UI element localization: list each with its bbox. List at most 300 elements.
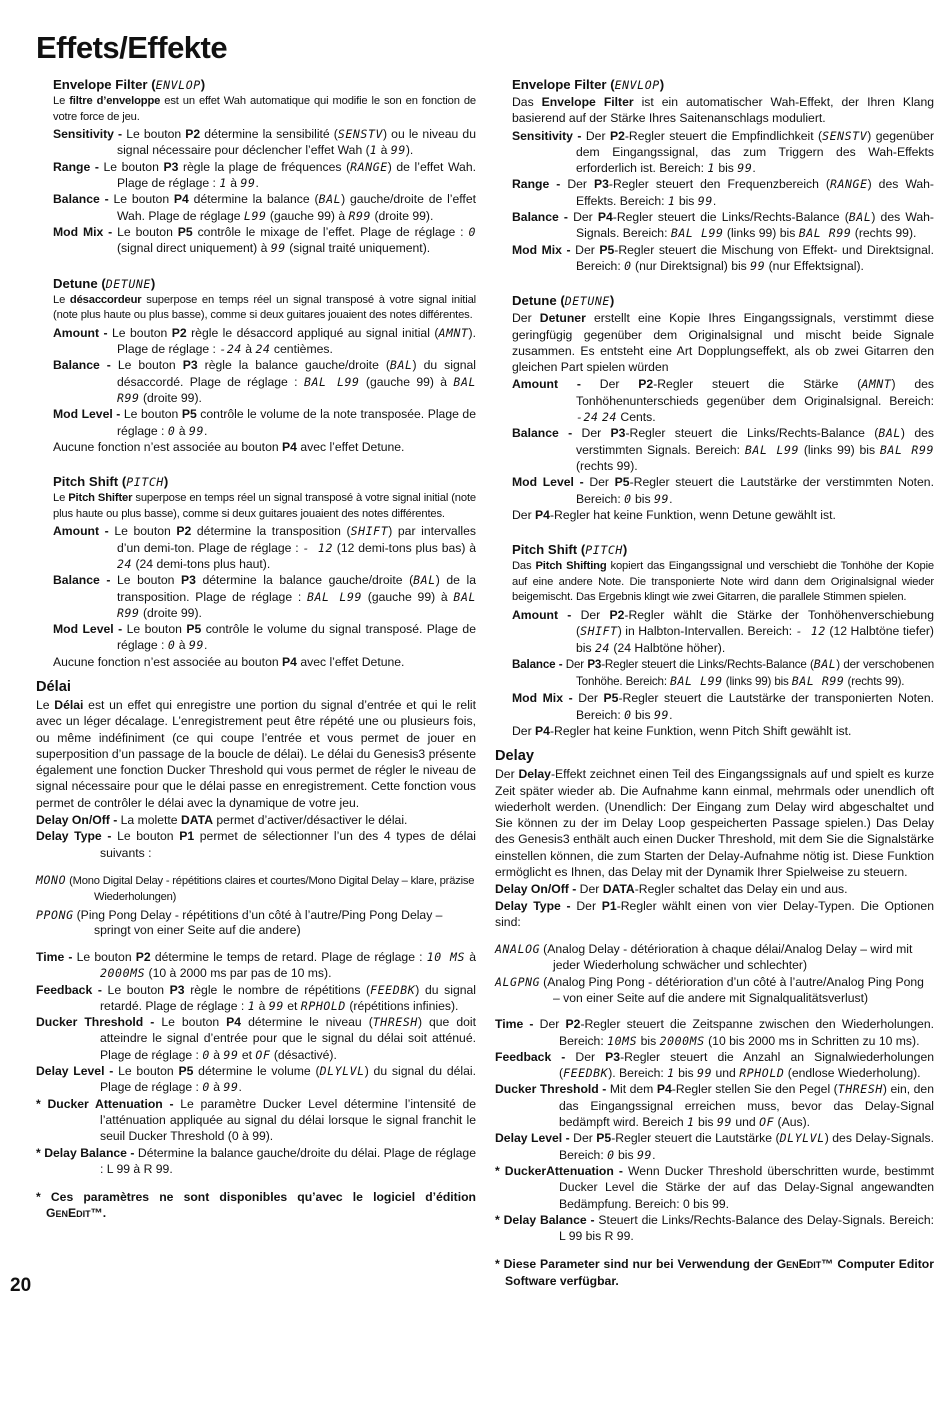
param-text: Le paramètre Ducker Level détermine l’intensité de l’atténuation appliquée au signal du délai lorsque le signal franchit le seuil Ducker Threshold (0 à 99). bbox=[100, 1096, 477, 1144]
param-text: Der bbox=[533, 1017, 566, 1032]
param-delay-level bbox=[495, 1130, 934, 1163]
param-text: ) der verschobenen Tonhöhe. Bereich: bbox=[576, 657, 934, 689]
lcd-text: 24 bbox=[255, 342, 271, 357]
lcd-text: BAL L99 bbox=[306, 589, 363, 604]
lcd-text: -24 bbox=[576, 410, 599, 425]
detune-section-fr bbox=[36, 275, 476, 456]
param-text: Der bbox=[512, 507, 536, 522]
page-number: 20 bbox=[10, 1275, 32, 1296]
lcd-text: BAL R99 bbox=[879, 442, 935, 457]
param-text: bis bbox=[675, 193, 698, 208]
lcd-text: THRESH bbox=[372, 1015, 418, 1030]
param-label: Mod Mix - bbox=[512, 691, 573, 706]
lcd-text: ANALOG bbox=[495, 942, 541, 957]
lcd-text: SHIFT bbox=[350, 524, 389, 539]
param-text: ) du signal retardé. Plage de réglage : bbox=[100, 982, 477, 1013]
param-label: Delay Level - bbox=[495, 1131, 570, 1146]
section-intro bbox=[495, 766, 934, 880]
param-text: permet d’activer/désactiver le délai. bbox=[213, 813, 408, 828]
param-text: (10 bis 2000 ms in Schritten zu 10 ms). bbox=[704, 1033, 920, 1048]
param-label: Amount - bbox=[53, 325, 108, 340]
param-delay-on-off bbox=[495, 881, 934, 897]
param-text: ). Plage de réglage : bbox=[117, 325, 476, 357]
param-text: ) gauche/droite de l’effet Wah. Plage de réglage bbox=[117, 192, 476, 223]
knob-label: P3 bbox=[180, 573, 196, 588]
param-text: (gauche 99) à bbox=[266, 208, 349, 223]
lcd-text: AMNT bbox=[861, 377, 892, 392]
param-text: Der bbox=[572, 426, 611, 441]
param-text: -Regler steuert die Empfindlichkeit ( bbox=[624, 128, 823, 143]
param-text: avec l’effet Detune. bbox=[296, 654, 405, 669]
genedit-note bbox=[36, 1189, 476, 1222]
param-text: -Regler steuert die Lautstärke der verstimmten Noten. Bereich: bbox=[576, 475, 934, 506]
param-text: -Regler wählt die Stärke der Tonhöhenverschiebung ( bbox=[576, 607, 934, 639]
lcd-text: 99 bbox=[716, 1115, 732, 1130]
param-delay-level bbox=[36, 1063, 476, 1096]
param-text: ) des Wah-Effekts. Bereich: bbox=[576, 177, 934, 208]
lcd-text: ENVLOP bbox=[155, 78, 201, 92]
lcd-text: 1 bbox=[247, 998, 256, 1013]
lcd-text: BAL L99 bbox=[669, 674, 723, 689]
param-delay-type bbox=[36, 828, 476, 861]
lcd-text: 99 bbox=[270, 241, 286, 256]
param-text: (links 99) bis bbox=[722, 675, 792, 689]
param-text: bis bbox=[631, 491, 654, 506]
lcd-text: PPONG bbox=[36, 907, 74, 922]
param-label: Delay On/Off - bbox=[36, 813, 118, 828]
title-close: ) bbox=[163, 474, 169, 490]
param-sensitivity bbox=[53, 126, 476, 159]
title-close: ) bbox=[609, 293, 615, 309]
param-label: Ducker Threshold - bbox=[495, 1082, 607, 1097]
section-footnote bbox=[53, 439, 476, 455]
lcd-text: PITCH bbox=[585, 543, 623, 558]
section-intro bbox=[53, 94, 476, 125]
intro-bold: Delay bbox=[518, 767, 551, 782]
knob-label: P2 bbox=[176, 524, 192, 539]
section-title bbox=[512, 76, 934, 94]
param-text: Le bouton bbox=[98, 159, 164, 174]
param-text: . bbox=[238, 1080, 242, 1095]
knob-label: P5 bbox=[178, 1064, 194, 1079]
param-balance bbox=[53, 191, 476, 224]
lcd-text: DLYLVL bbox=[779, 1131, 825, 1146]
page-title: Effets/Effekte bbox=[36, 30, 228, 65]
delay-type-option bbox=[36, 873, 476, 906]
param-text: Le bouton bbox=[101, 982, 170, 997]
lcd-text: 99 bbox=[654, 491, 670, 506]
param-text: (24 demi-tons plus haut). bbox=[132, 556, 271, 571]
lcd-text: AMNT bbox=[438, 325, 469, 340]
param-text: à bbox=[175, 423, 189, 438]
lcd-text: 99 bbox=[390, 143, 406, 158]
param-text: détermine la balance gauche/droite ( bbox=[195, 573, 414, 588]
title-close: ) bbox=[659, 77, 665, 92]
param-text: (droite 99). bbox=[139, 390, 202, 405]
param-balance bbox=[53, 572, 476, 621]
lcd-text: BAL R99 bbox=[798, 226, 852, 241]
param-mod-mix bbox=[53, 224, 476, 257]
delay-type-option bbox=[36, 908, 476, 939]
intro-text: Der bbox=[495, 767, 519, 782]
param-text: à bbox=[175, 638, 189, 653]
param-label: Balance - bbox=[53, 192, 109, 207]
intro-text: -Effekt zeichnet einen Teil des Eingangssignals auf und spielt es kurze Zeit später wieder ab. Die Aufnahme kann einmal, mehrmals oder unendlich oft wiederholt werden. (Unendlich: Der Eingang zum Delay wird abgeschaltet und Sie können zu der im Delay Loop gespeicherten Passage spielen.) Das Delay des Genesis3 enthält auch einen Ducker Threshold, mit dem Sie die Signalstärke einstellen können, die zum Starten der Delay-Aufnahme nötig ist. Diese Funktion ermöglicht es Ihnen, das Delay mit der Dynamik Ihrer Spielweise zu steuern. bbox=[495, 767, 934, 880]
knob-label: P3 bbox=[169, 982, 185, 997]
intro-bold: Pitch Shifting bbox=[535, 560, 607, 573]
param-label: Mod Mix - bbox=[53, 224, 113, 239]
lcd-text: 1 bbox=[687, 1115, 695, 1130]
param-text: (12 Halbtöne tiefer) bis bbox=[576, 624, 934, 655]
lcd-text: BAL bbox=[878, 426, 901, 441]
param-text: Der bbox=[560, 177, 594, 192]
param-text: Der bbox=[572, 691, 604, 706]
param-label: Time - bbox=[36, 949, 73, 964]
knob-label: P4 bbox=[282, 654, 297, 669]
param-text: ) ein, den das Eingangssignal erreichen muss, bevor das Delay-Signal bedämpft wird. Bereich bbox=[559, 1082, 934, 1130]
param-text: à bbox=[226, 176, 241, 191]
param-label: Mod Level - bbox=[53, 407, 121, 422]
param-text: und bbox=[731, 1115, 760, 1130]
lcd-text: 0 bbox=[202, 1047, 210, 1062]
lcd-text: ENVLOP bbox=[614, 78, 660, 92]
param-label: Amount - bbox=[512, 607, 572, 622]
intro-bold: désaccordeur bbox=[69, 293, 142, 306]
lcd-text: BAL R99 bbox=[791, 674, 845, 689]
param-text: (droite 99). bbox=[139, 605, 202, 620]
param-mod-mix bbox=[512, 690, 934, 723]
param-label: Feedback - bbox=[36, 982, 102, 997]
param-label: Mod Mix - bbox=[512, 242, 571, 257]
lcd-text: RPHOLD bbox=[739, 1066, 785, 1081]
lcd-text: 24 bbox=[117, 556, 133, 571]
lcd-text: 0 bbox=[202, 1080, 210, 1095]
param-text: (signal traité uniquement). bbox=[285, 241, 431, 256]
lcd-text: 99 bbox=[188, 638, 204, 653]
title-close: ) bbox=[622, 542, 628, 558]
param-label: Amount - bbox=[53, 524, 109, 539]
lcd-text: 0 bbox=[624, 707, 632, 722]
note-text: . bbox=[102, 1206, 107, 1221]
title-close: ) bbox=[200, 77, 206, 92]
param-text: (gauche 99) à bbox=[359, 374, 454, 389]
lcd-text: 0 bbox=[167, 423, 176, 438]
param-text: (links 99) bis bbox=[723, 226, 799, 241]
param-label: * Delay Balance - bbox=[495, 1212, 595, 1227]
intro-bold: Detuner bbox=[539, 311, 586, 326]
param-text: à bbox=[465, 949, 477, 964]
param-text: contrôle le volume de la note transposée. Plage de réglage : bbox=[117, 407, 476, 438]
intro-text: superpose en temps réel un signal transposé à votre signal initial (note plus haute ou plus basse), comme si deux guitares jouaient des notes différentes. bbox=[53, 293, 476, 322]
section-intro bbox=[512, 559, 934, 606]
genedit-note bbox=[495, 1256, 934, 1289]
param-text: Der bbox=[576, 882, 603, 897]
lcd-text: 2000MS bbox=[659, 1033, 705, 1048]
delay-type-option bbox=[495, 942, 934, 973]
param-text: règle la plage de fréquences ( bbox=[178, 159, 351, 174]
param-text: (nur Effektsignal). bbox=[765, 258, 864, 273]
param-text: ) du signal désaccordé. Plage de réglage : bbox=[117, 358, 476, 389]
param-text: (rechts 99). bbox=[851, 226, 917, 241]
spacer bbox=[495, 531, 934, 541]
intro-text: erstellt eine Kopie Ihres Eingangssignals, verstimmt diese geringfügig gegenüber dem Originalsignal und mischt beide Signale zusammen. Es entsteht eine Art Dopplungseffekt, als ob zwei Gitarren den gleichen Part spielen würden bbox=[512, 311, 934, 375]
param-text: avec l’effet Detune. bbox=[296, 439, 405, 454]
option-text: (Mono Digital Delay - répétitions claires et courtes/Mono Digital Delay – klare, präzise Wiederholungen) bbox=[69, 874, 475, 904]
detune-section-de bbox=[495, 292, 934, 523]
param-delay-balance bbox=[495, 1212, 934, 1245]
intro-text: Le bbox=[36, 697, 55, 712]
param-text: Der bbox=[565, 1049, 606, 1064]
intro-text: Le bbox=[53, 293, 70, 306]
param-text: règle le nombre de répétitions ( bbox=[184, 982, 371, 997]
param-text: Der bbox=[583, 475, 615, 490]
param-text: -Regler stellen Sie den Pegel ( bbox=[671, 1082, 838, 1097]
param-text: Cents. bbox=[617, 410, 656, 425]
param-text: Der bbox=[570, 898, 602, 913]
knob-label: P3 bbox=[605, 1049, 621, 1064]
param-ducker-attenuation bbox=[495, 1163, 934, 1212]
knob-label: P3 bbox=[587, 657, 602, 671]
param-delay-on-off bbox=[36, 812, 476, 828]
param-text: bis bbox=[631, 707, 654, 722]
option-text: (Analog Delay - détérioration à chaque délai/Analog Delay – wird mit jeder Wiederholung schwächer und schlechter) bbox=[543, 942, 913, 972]
lcd-text: SENSTV bbox=[822, 128, 868, 143]
lcd-text: THRESH bbox=[837, 1082, 883, 1097]
param-text: -Regler steuert die Anzahl an Signalwiederholungen ( bbox=[559, 1049, 935, 1081]
param-text: règle la balance gauche/droite ( bbox=[197, 358, 390, 373]
param-text: -Regler steuert die Links/Rechts-Balance ( bbox=[612, 210, 849, 225]
knob-label: P2 bbox=[638, 377, 654, 392]
knob-label: P4 bbox=[597, 210, 613, 225]
knob-label: P4 bbox=[173, 192, 189, 207]
param-range bbox=[512, 176, 934, 209]
param-text: (links 99) bis bbox=[799, 442, 880, 457]
param-text: ) in Halbton-Intervallen. Bereich: bbox=[617, 624, 796, 639]
param-amount bbox=[512, 376, 934, 425]
lcd-text: RANGE bbox=[350, 159, 388, 174]
param-text: ). Bereich: bbox=[608, 1066, 668, 1081]
param-text: Der bbox=[512, 723, 536, 738]
delay-type-options bbox=[36, 873, 476, 939]
delay-section-fr bbox=[36, 678, 476, 1222]
param-mod-level bbox=[53, 406, 476, 439]
section-footnote bbox=[512, 507, 934, 523]
param-label: Time - bbox=[495, 1017, 534, 1032]
param-text: Le bouton bbox=[108, 192, 174, 207]
knob-label: P4 bbox=[226, 1015, 242, 1030]
note-text: Computer Editor Software verfügbar. bbox=[505, 1257, 934, 1288]
note-text: * Diese Parameter sind nur bei Verwendung der bbox=[495, 1257, 777, 1272]
lcd-text: 24 bbox=[594, 640, 611, 655]
param-ducker-threshold bbox=[495, 1081, 934, 1130]
param-label: Delay Type - bbox=[495, 898, 571, 913]
param-text: Le bouton bbox=[112, 224, 178, 239]
param-text: Aucune fonction n’est associée au bouton bbox=[53, 439, 283, 454]
param-text: -Regler steuert die Links/Rechts-Balance ( bbox=[601, 657, 814, 671]
param-text: à bbox=[209, 1080, 224, 1095]
option-text: (Ping Pong Delay - répétitions d’un côté à l’autre/Ping Pong Delay – springt von einer Seite auf die andere) bbox=[76, 907, 443, 938]
knob-label: DATA bbox=[180, 813, 213, 828]
intro-text: est un effet qui enregistre une portion du signal d’entrée et qui le relit avec un léger décalage. L’enregistrement peut être répété une ou plusieurs fois, ou même indéfiniment (ce qui coupe l’entrée et vous permet de jouer en superposition d’un passage de la boucle de délai). Le délai du Genesis3 présente également une fonction Ducker Threshold qui vous permet de régler le niveau de signal nécessaire pour que le délai passe en enregistrement. Cette fonction vous permet de contrôler le délai avec la dynamique de votre jeu. bbox=[36, 697, 477, 810]
lcd-text: 10MS bbox=[607, 1033, 638, 1048]
param-text: Wenn Ducker Threshold überschritten wurde, bestimmt Ducker Level die Stärke der auf das Delay-Signal angewandten Bedämpfung. Bereich: 0 bis 99. bbox=[559, 1163, 934, 1211]
lcd-text: BAL R99 bbox=[117, 374, 476, 405]
param-label: Amount - bbox=[512, 377, 581, 392]
lcd-text: OF bbox=[759, 1115, 775, 1130]
lcd-text: MONO bbox=[36, 872, 67, 887]
lcd-text: 99 bbox=[223, 1080, 239, 1095]
lcd-text: 99 bbox=[737, 161, 753, 176]
knob-label: P5 bbox=[603, 691, 619, 706]
intro-bold: Envelope Filter bbox=[541, 95, 634, 109]
section-intro bbox=[512, 94, 934, 127]
section-intro bbox=[36, 697, 476, 811]
param-text: -Regler steuert die Lautstärke der transponierten Noten. Bereich: bbox=[576, 691, 934, 722]
lcd-text: - 12 bbox=[302, 540, 333, 555]
param-text: (endlose Wiederholung). bbox=[784, 1066, 921, 1081]
lcd-text: BAL L99 bbox=[303, 374, 360, 389]
param-time bbox=[495, 1016, 934, 1049]
param-text: contrôle le mixage de l’effet. Plage de réglage : bbox=[192, 224, 469, 239]
intro-text: superpose en temps réel un signal transposé à votre signal initial (note plus haute ou plus basse), comme si deux guitares jouaient des notes différentes. bbox=[53, 492, 476, 520]
param-text: Le bouton bbox=[108, 524, 177, 539]
param-text: permet de sélectionner l’un des 4 types de délai suivants : bbox=[100, 829, 476, 860]
param-text: règle le désaccord appliqué au signal initial ( bbox=[186, 325, 439, 340]
param-text: et bbox=[238, 1047, 256, 1062]
param-text: à bbox=[377, 143, 391, 158]
left-column bbox=[36, 76, 476, 1230]
param-text: bis bbox=[637, 1033, 660, 1048]
lcd-text: 1 bbox=[219, 176, 227, 191]
lcd-text: - 12 bbox=[795, 624, 826, 639]
intro-text: Der bbox=[512, 311, 540, 326]
lcd-text: BAL bbox=[318, 192, 342, 207]
param-text: La molette bbox=[117, 813, 181, 828]
param-label: Balance - bbox=[53, 358, 111, 373]
param-label: * Delay Balance - bbox=[36, 1145, 135, 1160]
lcd-text: FEEDBK bbox=[563, 1066, 609, 1081]
knob-label: P3 bbox=[593, 177, 609, 192]
param-text: Le bouton bbox=[122, 622, 187, 637]
param-label: Balance - bbox=[53, 573, 111, 588]
lcd-text: 0 bbox=[167, 638, 176, 653]
knob-label: P2 bbox=[185, 127, 201, 142]
param-text: ) de la transposition. Plage de réglage : bbox=[117, 573, 476, 604]
param-text: détermine le volume ( bbox=[193, 1064, 320, 1079]
section-title bbox=[53, 473, 476, 491]
param-text: (24 Halbtöne höher). bbox=[610, 640, 726, 655]
param-text: . bbox=[203, 638, 208, 653]
knob-label: P4 bbox=[535, 507, 550, 522]
section-title: Delay bbox=[495, 748, 534, 765]
param-text: Der bbox=[570, 242, 600, 257]
param-text: ) par intervalles d’un demi-ton. Plage de réglage : bbox=[117, 524, 476, 555]
param-label: Feedback - bbox=[495, 1049, 566, 1064]
param-label: Delay On/Off - bbox=[495, 882, 577, 897]
delay-type-options bbox=[495, 942, 934, 1006]
section-intro bbox=[53, 491, 476, 522]
envelope-filter-section-de bbox=[495, 76, 934, 274]
param-balance bbox=[512, 425, 934, 474]
param-text: Der bbox=[569, 1131, 597, 1146]
param-text: Le bouton bbox=[107, 325, 172, 340]
param-sensitivity bbox=[512, 128, 934, 177]
lcd-text: 2000MS bbox=[100, 966, 146, 981]
param-text: (rechts 99). bbox=[576, 458, 638, 473]
param-label: Range - bbox=[53, 159, 99, 174]
knob-label: P3 bbox=[610, 426, 626, 441]
param-text: à bbox=[241, 342, 256, 357]
param-label: Delay Type - bbox=[36, 829, 112, 844]
lcd-text: 99 bbox=[697, 193, 713, 208]
intro-text: Das bbox=[512, 95, 542, 109]
lcd-text: 99 bbox=[188, 423, 204, 438]
lcd-text: BAL R99 bbox=[117, 589, 476, 620]
lcd-text: 0 bbox=[624, 258, 632, 273]
param-mod-mix bbox=[512, 242, 934, 275]
lcd-text: 99 bbox=[750, 258, 766, 273]
pitch-shift-section-fr bbox=[36, 473, 476, 670]
param-delay-type bbox=[495, 898, 934, 931]
param-text: Le bouton bbox=[110, 358, 183, 373]
param-text: ) des Wah-Signals. Bereich: bbox=[576, 210, 934, 241]
lcd-text: ALGPNG bbox=[495, 975, 541, 990]
note-text: * Ces paramètres ne sont disponibles qu’avec le logiciel d’édition bbox=[36, 1190, 476, 1205]
lcd-text: L99 bbox=[243, 208, 267, 223]
lcd-text: 99 bbox=[637, 1147, 653, 1162]
software-name: GenEdit™ bbox=[46, 1206, 103, 1221]
lcd-text: 1 bbox=[667, 193, 676, 208]
param-feedback bbox=[36, 982, 476, 1015]
param-label: Balance - bbox=[512, 657, 563, 671]
lcd-text: 99 bbox=[268, 998, 284, 1013]
section-title bbox=[512, 541, 934, 559]
param-text: (Aus). bbox=[774, 1115, 811, 1130]
param-text: ) gegenüber dem Eingangssignal, das zum Triggern des Wah-Effekts erforderlich ist. Bereich: bbox=[576, 128, 934, 176]
param-text: -Regler steuert den Frequenzbereich ( bbox=[608, 177, 830, 192]
param-text: détermine le niveau ( bbox=[241, 1015, 373, 1030]
param-label: Delay Level - bbox=[36, 1064, 114, 1079]
param-text: ) de l’effet Wah. Plage de réglage : bbox=[117, 159, 476, 191]
param-text: (nur Direktsignal) bis bbox=[631, 258, 751, 273]
param-label: Balance - bbox=[512, 210, 568, 225]
param-text: -Regler hat keine Funktion, wenn Detune gewählt ist. bbox=[549, 507, 836, 522]
lcd-text: PITCH bbox=[126, 475, 164, 490]
param-label: Mod Level - bbox=[512, 475, 584, 490]
lcd-text: OF bbox=[255, 1047, 271, 1062]
delay-section-de bbox=[495, 747, 934, 1289]
title-close: ) bbox=[150, 275, 156, 291]
param-time bbox=[36, 949, 476, 982]
knob-label: P2 bbox=[171, 325, 187, 340]
knob-label: P5 bbox=[599, 242, 615, 257]
lcd-text: 24 bbox=[601, 410, 618, 425]
knob-label: P4 bbox=[282, 439, 297, 454]
param-text: contrôle le volume du signal transposé. Plage de réglage : bbox=[117, 622, 476, 653]
param-text: . bbox=[669, 491, 673, 506]
title-text: Detune ( bbox=[512, 293, 565, 309]
param-label: * DuckerAttenuation - bbox=[495, 1163, 623, 1178]
spacer bbox=[495, 282, 934, 292]
knob-label: P3 bbox=[163, 159, 179, 174]
param-text: (gauche 99) à bbox=[362, 589, 454, 604]
title-text: Envelope Filter ( bbox=[512, 77, 615, 92]
lcd-text: 99 bbox=[697, 1066, 713, 1081]
section-intro bbox=[512, 310, 934, 375]
lcd-text: 1 bbox=[667, 1066, 675, 1081]
intro-text: est un effet Wah automatique qui modifie le son en fonction de votre force de jeu. bbox=[53, 95, 476, 123]
param-text: -Regler schaltet das Delay ein und aus. bbox=[634, 882, 848, 897]
